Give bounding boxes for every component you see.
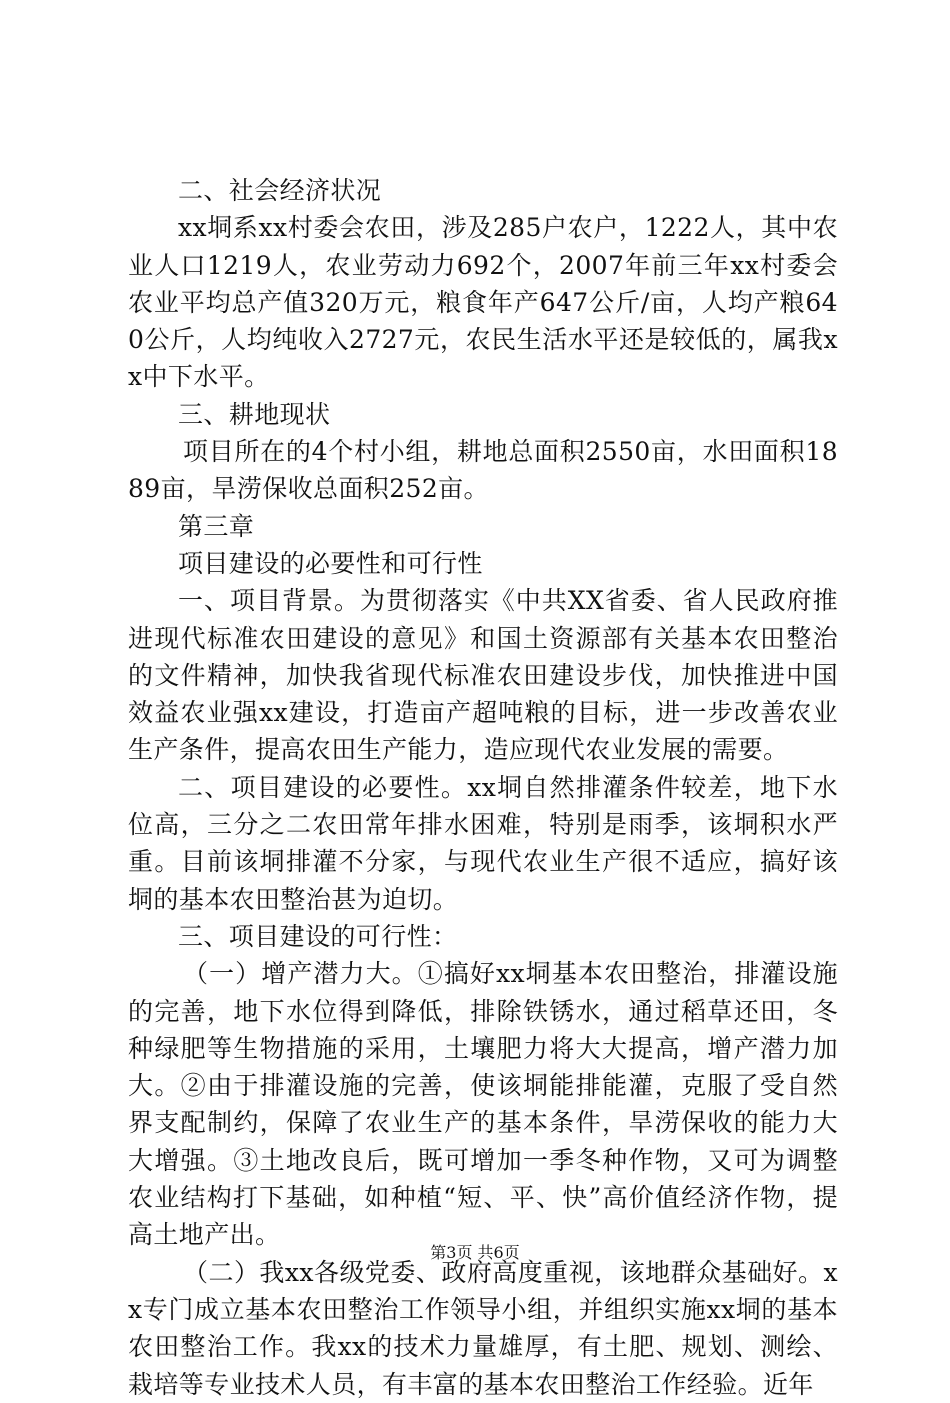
chapter-heading: 第三章 [178, 511, 255, 541]
chapter-title: 项目建设的必要性和可行性 [178, 548, 483, 578]
paragraph-farmland: 项目所在的4个村小组，耕地总面积2550亩，水田面积1889亩，旱涝保收总面积252亩。 [128, 437, 838, 504]
paragraph-feasibility-2: （二）我xx各级党委、政府高度重视，该地群众基础好。xx专门成立基本农田整治工作领导小组，并组织实施xx垌的基本农田整治工作。我xx的技术力量雄厚，有土肥、规划、测绘、栽培等专业技术人员，有丰富的基本农田整治工作经验。近年 [128, 1257, 838, 1399]
paragraph-necessity: 二、项目建设的必要性。xx垌自然排灌条件较差，地下水位高，三分之二农田常年排水困难，特别是雨季，该垌积水严重。目前该垌排灌不分家，与现代农业生产很不适应，搞好该垌的基本农田整治甚为迫切。 [128, 772, 838, 914]
paragraph-feasibility-1: （一）增产潜力大。①搞好xx垌基本农田整治，排灌设施的完善，地下水位得到降低，排除铁锈水，通过稻草还田，冬种绿肥等生物措施的采用，土壤肥力将大大提高，增产潜力加大。②由于排灌设施的完善，使该垌能排能灌，克服了受自然界支配制约，保障了农业生产的基本条件，旱涝保收的能力大大增强。③土地改良后，既可增加一季冬种作物，又可为调整农业结构打下基础，如种植“短、平、快”高价值经济作物，提高土地产出。 [128, 959, 838, 1250]
document-body [128, 172, 838, 1403]
paragraph-socioeconomic: xx垌系xx村委会农田，涉及285户农户，1222人，其中农业人口1219人，农业劳动力692个，2007年前三年xx村委会农业平均总产值320万元，粮食年产647公斤/亩，人均产粮640公斤，人均纯收入2727元，农民生活水平还是较低的，属我xx中下水平。 [128, 213, 838, 392]
section-heading-feasibility: 三、项目建设的可行性： [178, 921, 458, 951]
page-footer: 第3页 共6页 [430, 1243, 520, 1262]
section-heading-farmland: 三、耕地现状 [178, 399, 331, 429]
section-heading-socioeconomic: 二、社会经济状况 [178, 176, 382, 205]
paragraph-background: 一、项目背景。为贯彻落实《中共XX省委、省人民政府推进现代标准农田建设的意见》和国土资源部有关基本农田整治的文件精神，加快我省现代标准农田建设步伐，加快推进中国效益农业强xx建设，打造亩产超吨粮的目标，进一步改善农业生产条件，提高农田生产能力，造应现代农业发展的需要。 [128, 586, 838, 765]
